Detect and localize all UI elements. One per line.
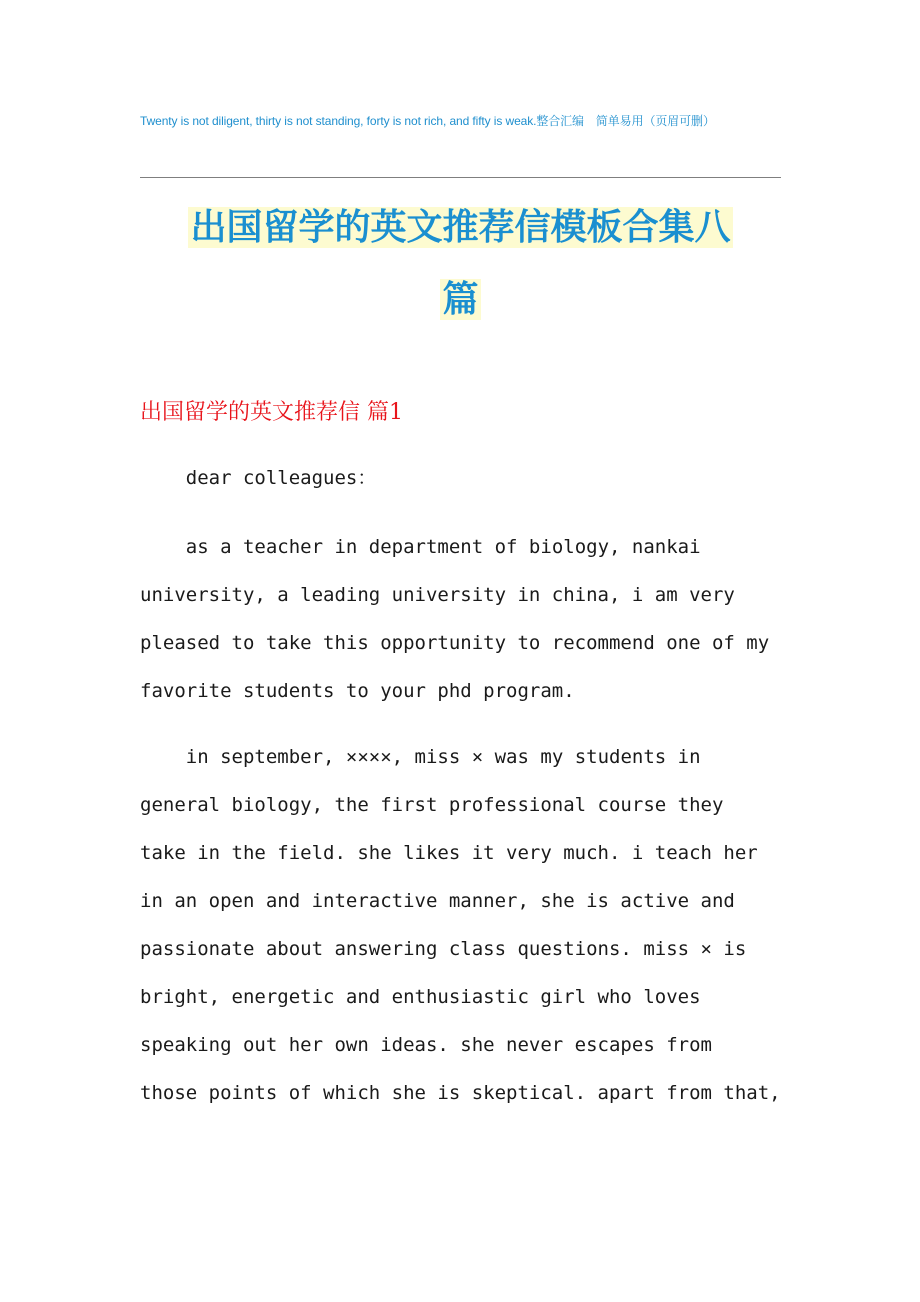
paragraph-2-line [140, 733, 790, 781]
paragraph-2-line-4: in an open and interactive manner, she is active and [140, 890, 735, 912]
document-title [140, 192, 781, 336]
paragraph-2-line [140, 973, 790, 1021]
paragraph-1-line [140, 523, 790, 571]
paragraph-1-line-2: university, a leading university in china, i am very [140, 584, 735, 606]
paragraph-2-line-1: in september, ××××, miss × was my students in [185, 746, 701, 768]
paragraph-1-line-3: pleased to take this opportunity to recommend one of my [140, 632, 770, 654]
paragraph-2-line-5: passionate about answering class questions. miss × is [140, 938, 747, 960]
paragraph-2-line [140, 829, 790, 877]
paragraph-1-line [140, 571, 790, 619]
paragraph-1-line-4: favorite students to your phd program. [140, 680, 575, 702]
salutation [140, 454, 790, 502]
paragraph-2-line [140, 1069, 790, 1117]
header-divider [140, 177, 781, 178]
salutation-line [140, 454, 790, 502]
page-header: Twenty is not diligent, thirty is not standing, forty is not rich, and fifty is weak.整合汇编 简单易用（页眉可删） [140, 114, 715, 128]
title-line-1: 出国留学的英文推荐信模板合集八 [190, 207, 731, 248]
paragraph-1-line-1: as a teacher in department of biology, nankai [185, 536, 701, 558]
salutation-text: dear colleagues： [185, 467, 377, 489]
paragraph-2-line-6: bright, energetic and enthusiastic girl who loves [140, 986, 701, 1008]
paragraph-2-line [140, 925, 790, 973]
paragraph-1-line [140, 619, 790, 667]
paragraph-2-line-3: take in the field. she likes it very much. i teach her [140, 842, 758, 864]
paragraph-2-line-7: speaking out her own ideas. she never escapes from [140, 1034, 712, 1056]
paragraph-2-line-2: general biology, the first professional course they [140, 794, 724, 816]
paragraph-2 [140, 733, 790, 1117]
title-line-2: 篇 [442, 279, 479, 320]
paragraph-2-line-8: those points of which she is skeptical. apart from that, [140, 1082, 781, 1104]
paragraph-2-line [140, 877, 790, 925]
paragraph-1-line [140, 667, 790, 715]
paragraph-2-line [140, 781, 790, 829]
paragraph-2-line [140, 1021, 790, 1069]
paragraph-1 [140, 523, 790, 715]
section-heading: 出国留学的英文推荐信 篇1 [140, 400, 403, 425]
